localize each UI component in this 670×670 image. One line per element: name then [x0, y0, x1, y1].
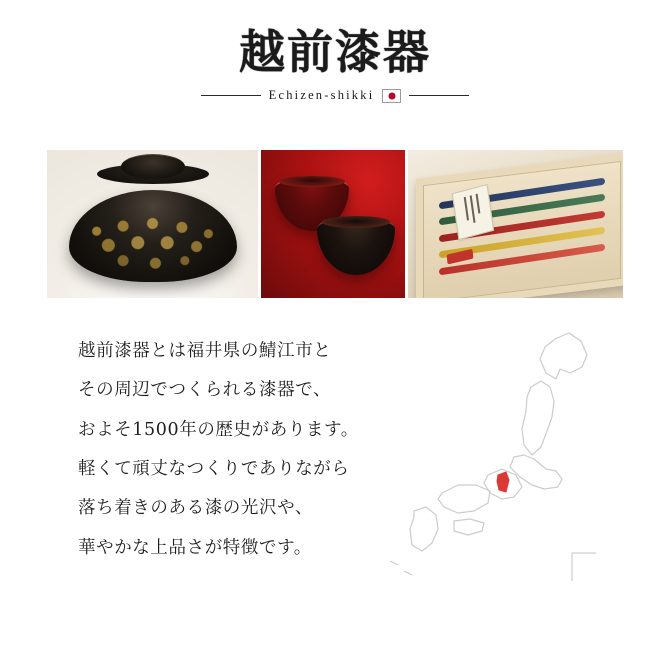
chopsticks-set [423, 161, 621, 298]
description-block [78, 337, 408, 573]
wooden-gift-box [416, 153, 623, 298]
subtitle-rule-left [201, 95, 261, 96]
tag-stroke [463, 197, 468, 221]
region-kinki-chugoku [438, 485, 490, 513]
japan-flag-icon [382, 89, 401, 103]
page-subtitle: Echizen-shikki [268, 88, 375, 103]
tag-stroke [475, 194, 480, 214]
paper-label-tag [452, 184, 494, 240]
region-kanto [510, 455, 562, 489]
page-header [0, 0, 670, 103]
description-line: 華やかな上品さが特徴です。 [78, 537, 312, 558]
description-line: その周辺でつくられる漆器で、 [78, 380, 332, 401]
gold-maki-e-pattern [79, 212, 227, 276]
bowl-lid-knob [121, 154, 185, 179]
chopsticks-in-wooden-box[interactable] [408, 150, 623, 298]
region-tohoku [522, 381, 554, 455]
region-kyushu [410, 507, 438, 551]
region-hokkaido [540, 333, 587, 379]
gallery-strip [47, 150, 623, 298]
content-section [0, 325, 670, 625]
description-line: およそ1500年の歴史があります。 [78, 419, 359, 440]
subtitle-row [0, 88, 670, 103]
okinawa-callout-bracket [572, 553, 596, 581]
description-line: 軽くて頑丈なつくりでありながら [78, 459, 350, 480]
description-line: 越前漆器とは福井県の鯖江市と [78, 341, 332, 361]
region-okinawa [390, 561, 412, 575]
region-shikoku [454, 519, 484, 535]
description-line: 落ち着きのある漆の光沢や、 [78, 498, 313, 519]
japan-map [380, 325, 630, 595]
subtitle-rule-right [409, 95, 469, 96]
fukui-highlight [497, 472, 509, 492]
red-and-black-lacquer-cups[interactable] [261, 150, 405, 298]
page-title: 越前漆器 [239, 25, 431, 79]
tag-stroke [469, 196, 475, 224]
black-gold-lacquer-bowl[interactable] [47, 150, 258, 298]
